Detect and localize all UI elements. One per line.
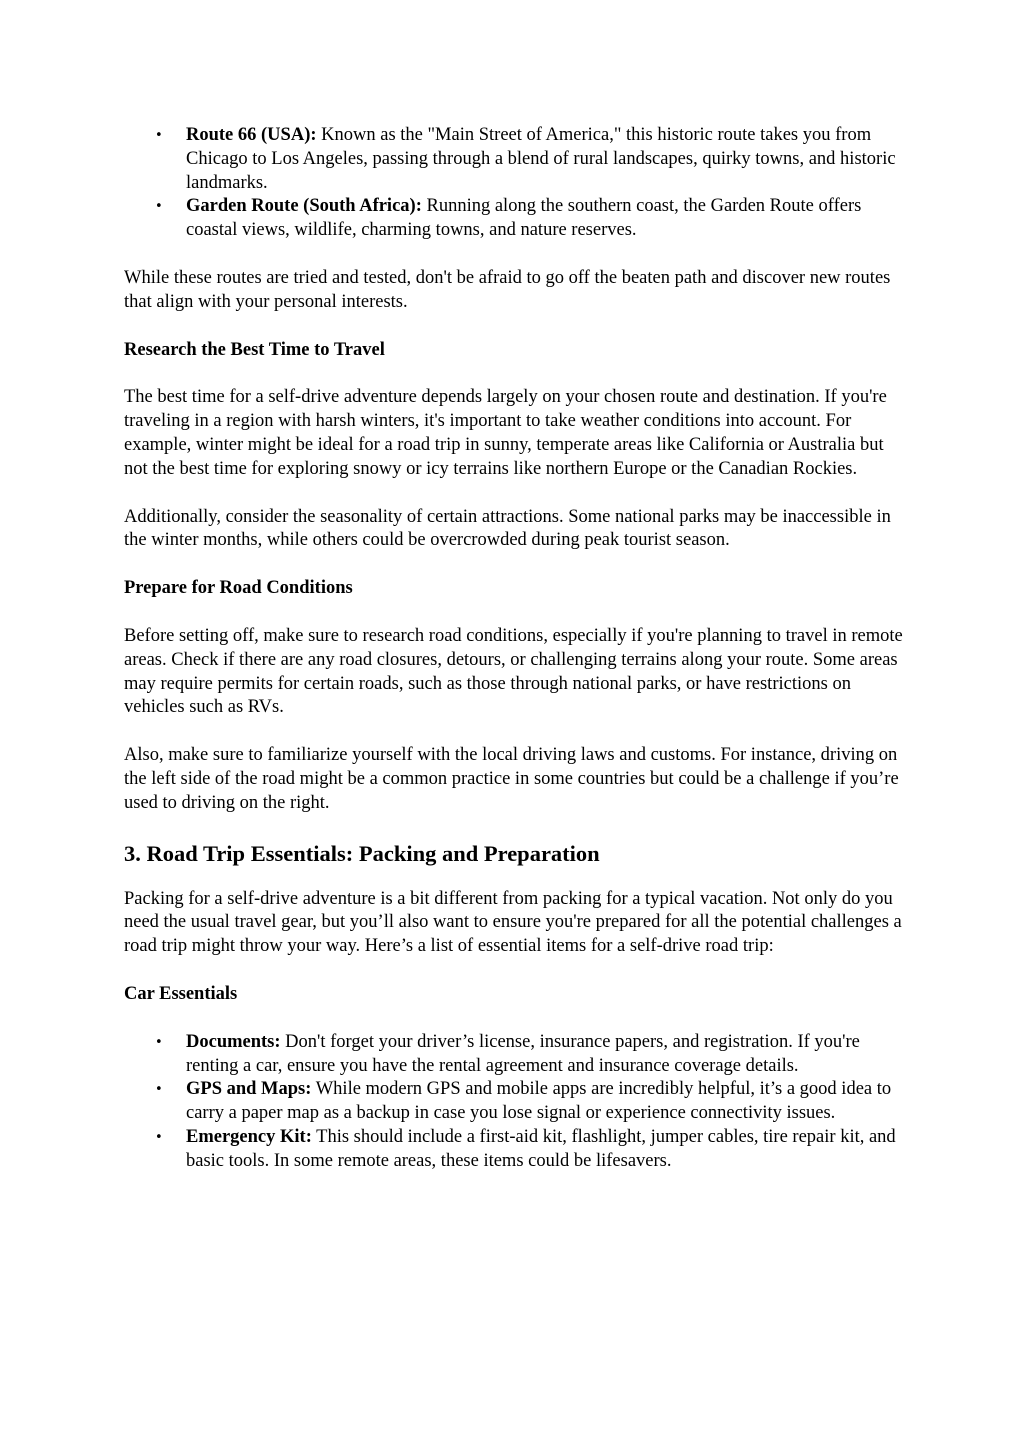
section-heading: 3. Road Trip Essentials: Packing and Preparation — [124, 840, 600, 866]
list-item-term: GPS and Maps: — [186, 1079, 312, 1100]
subheading-car-essentials: Car Essentials — [124, 983, 238, 1004]
list-item-text: Known as the "Main Street of America," this historic route takes you from Chicago to Los Angeles, passing through a blend of rural landscapes, quirky towns, and historic landmarks. — [186, 125, 896, 193]
list-item-text: While modern GPS and mobile apps are incredibly helpful, it’s a good idea to carry a paper map as a backup in case you lose signal or experience connectivity issues. — [186, 1079, 892, 1124]
car-essentials-list — [124, 1031, 904, 1174]
subheading-road-conditions: Prepare for Road Conditions — [124, 578, 353, 599]
paragraph-best-time-2: Additionally, consider the seasonality of certain attractions. Some national parks may be inaccessible in the winter months, while others could be overcrowded during peak tourist season. — [124, 506, 891, 551]
bullet-icon: • — [155, 1129, 163, 1145]
list-item-term: Documents: — [186, 1031, 281, 1052]
list-item-text: Don't forget your driver’s license, insurance papers, and registration. If you're renting a car, ensure you have the rental agreement and insurance coverage details. — [186, 1031, 860, 1076]
paragraph-road-1: Before setting off, make sure to research road conditions, especially if you're planning to travel in remote areas. Check if there are any road closures, detours, or challenging terrains along your route. Some areas may require permits for certain roads, such as those through national parks, or have restrictions on vehicles such as RVs. — [124, 625, 903, 718]
list-item-term: Route 66 (USA): — [186, 125, 317, 145]
paragraph-packing: Packing for a self-drive adventure is a bit different from packing for a typical vacation. Not only do you need the usual travel gear, but you’ll also want to ensure you're prepared for all the potential challenges a road trip might throw your way. Here’s a list of essential items for a self-drive road trip: — [124, 888, 902, 957]
list-item — [124, 1078, 904, 1126]
bullet-icon: • — [155, 128, 163, 143]
bullet-icon: • — [155, 199, 163, 215]
bullet-icon: • — [155, 1034, 163, 1050]
subheading-best-time: Research the Best Time to Travel — [124, 339, 385, 360]
paragraph-routes: While these routes are tried and tested, don't be afraid to go off the beaten path and discover new routes that align with your personal interests. — [124, 267, 891, 312]
list-item — [124, 124, 904, 195]
bullet-icon: • — [155, 1082, 163, 1098]
list-item-term: Emergency Kit: — [186, 1126, 312, 1147]
paragraph-best-time-1: The best time for a self-drive adventure depends largely on your chosen route and destination. If you're traveling in a region with harsh winters, it's important to take weather conditions into account. For example, winter might be ideal for a road trip in sunny, temperate areas like California or Australia but not the best time for exploring snowy or icy terrains like northern Europe or the Canadian Rockies. — [124, 387, 887, 479]
list-item — [124, 1126, 904, 1174]
list-item-text: Running along the southern coast, the Garden Route offers coastal views, wildlife, charming towns, and nature reserves. — [186, 196, 862, 241]
list-item — [124, 195, 904, 243]
routes-list — [124, 124, 904, 243]
list-item — [124, 1031, 904, 1079]
list-item-text: This should include a first-aid kit, flashlight, jumper cables, tire repair kit, and basic tools. In some remote areas, these items could be lifesavers. — [186, 1126, 896, 1171]
list-item-term: Garden Route (South Africa): — [186, 196, 422, 217]
document-page — [124, 124, 904, 1198]
paragraph-road-2: Also, make sure to familiarize yourself with the local driving laws and customs. For instance, driving on the left side of the road might be a common practice in some countries but could be a challenge if you’re used to driving on the right. — [124, 745, 899, 813]
